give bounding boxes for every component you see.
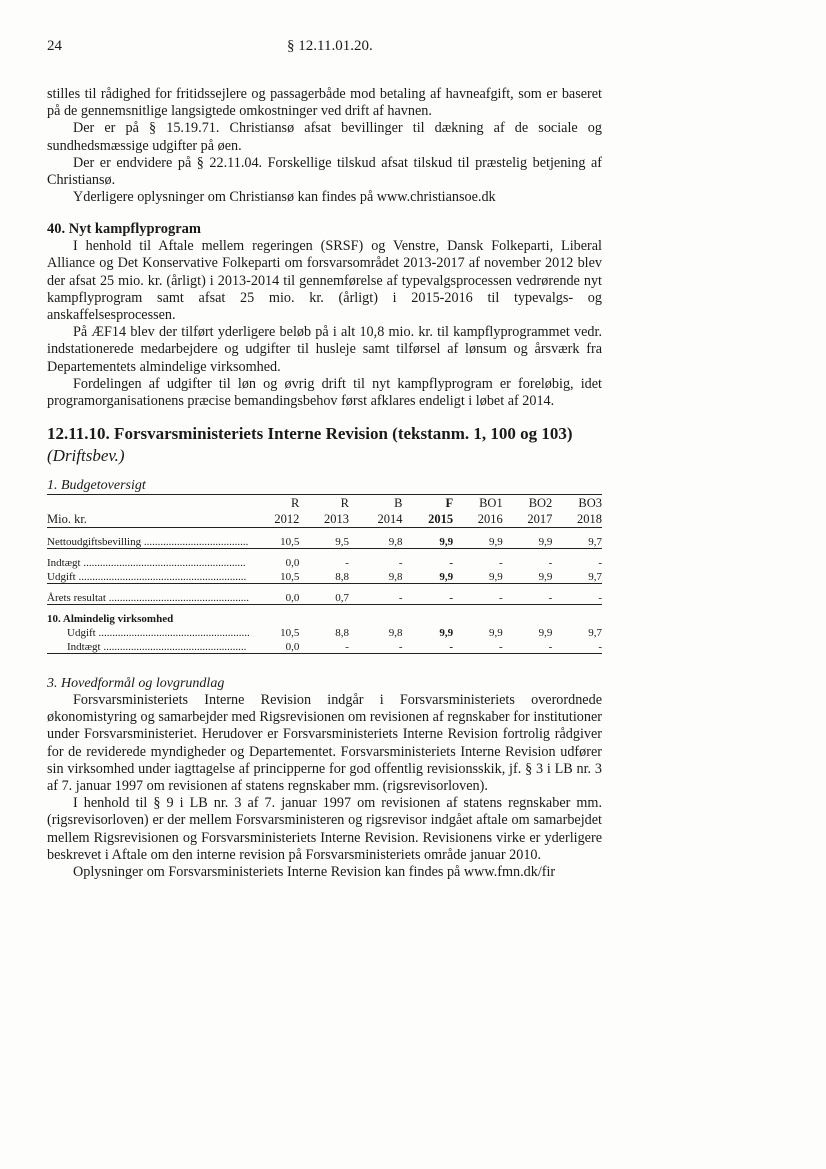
col-type: BO1 (479, 496, 503, 510)
col-type: F (445, 496, 454, 510)
cell: 9,8 (388, 536, 403, 548)
cell: 0,0 (250, 639, 300, 654)
col-type: BO2 (528, 496, 553, 510)
cell: 9,9 (439, 571, 454, 583)
cell: - (398, 557, 403, 569)
col-type: B (394, 496, 403, 510)
main-heading (47, 423, 602, 467)
cell: - (403, 639, 454, 654)
table-row (47, 555, 602, 569)
cell: - (299, 639, 349, 654)
paragraph: I henhold til § 9 i LB nr. 3 af 7. januar 1997 om revisionen af statens regnskaber mm. (rigsrevisorloven) er der mellem Forsvarsministeren og rigsrevisor indgået aftale om samarbejdet mellem Rigsrevisionen og Forsvarsministeriets Interne Revision. Revisionens virke er yderligere beskrevet i Aftale om den interne revision på Forsvarsministeriets område januar 2010. (47, 795, 602, 863)
empty-cell (47, 495, 250, 512)
cell: 9,7 (588, 627, 602, 639)
col-type: R (340, 496, 349, 510)
main-heading-title: 12.11.10. Forsvarsministeriets Interne Revision (tekstanm. 1, 100 og 103) (47, 424, 573, 443)
col-type: BO3 (578, 496, 602, 510)
cell: 8,8 (335, 571, 349, 583)
page-number: 24 (47, 38, 62, 54)
table-row (47, 625, 602, 639)
cell: 9,9 (439, 536, 454, 548)
budget-table (47, 494, 602, 654)
section-3 (47, 692, 602, 881)
cell: 10,5 (280, 627, 300, 639)
paragraph: Yderligere oplysninger om Christiansø kan findes på www.christiansoe.dk (73, 189, 496, 206)
cell: 9,8 (388, 627, 403, 639)
row-label: Årets resultat ................................................... (47, 592, 249, 604)
row-label: 10. Almindelig virksomhed (47, 613, 174, 625)
cell: 9,9 (488, 536, 503, 548)
col-year: 2013 (323, 512, 349, 526)
cell: - (449, 557, 454, 569)
empty-cell (250, 611, 602, 625)
table-header-years (47, 511, 602, 528)
cell: 9,7 (588, 571, 602, 583)
col-year: 2017 (527, 512, 553, 526)
cell: 8,8 (335, 627, 349, 639)
budget-title: 1. Budgetoversigt (47, 478, 146, 493)
paragraph: Der er på § 15.19.71. Christiansø afsat bevillinger til dækning af de sociale og sundhedsmæssige udgifter på øen. (47, 120, 602, 154)
cell: 9,9 (488, 571, 503, 583)
cell: - (552, 639, 602, 654)
cell: - (345, 557, 349, 569)
paragraph: I henhold til Aftale mellem regeringen (SRSF) og Venstre, Dansk Folkeparti, Liberal Alliance og Det Konservative Folkeparti om forsvarsområdet 2013-2017 af november 2012 blev der afsat 25 mio. kr. (årligt) i 2013-2014 til gennemførelse af typevalgsprocessen vedrørende nyt kampflyprogram samt afsat 25 mio. kr. (årligt) i 2015-2016 til typevalgs- og anskaffelsesprocessen. (47, 238, 602, 324)
paragraph: Oplysninger om Forsvarsministeriets Interne Revision kan findes på www.fmn.dk/fir (73, 864, 556, 881)
cell: - (503, 639, 553, 654)
section-3-title: 3. Hovedformål og lovgrundlag (47, 676, 225, 691)
cell: 9,9 (439, 627, 454, 639)
col-type: R (291, 496, 300, 510)
col-year: 2015 (428, 512, 454, 526)
table-header-types (47, 495, 602, 512)
cell: - (499, 592, 503, 604)
cell: - (548, 592, 553, 604)
cell: - (453, 639, 503, 654)
paragraph: stilles til rådighed for fritidssejlere og passagerbåde mod betaling af havneafgift, som er baseret på de gennemsnitlige langsigtede omkostninger ved drift af havnen. (47, 86, 602, 120)
intro-text (47, 86, 602, 206)
cell: - (349, 639, 403, 654)
row-label: Nettoudgiftsbevilling ...................................... (47, 536, 249, 548)
section-40 (47, 221, 602, 410)
paragraph: Fordelingen af udgifter til løn og øvrig drift til nyt kampflyprogram er foreløbig, idet programorganisationens præcise bemandingsbehov først afklares endeligt i løbet af 2014. (47, 375, 602, 410)
cell: - (398, 592, 403, 604)
paragraph: På ÆF14 blev der tilført yderligere beløb på i alt 10,8 mio. kr. til kampflyprogrammet vedr. indstationerede medarbejdere og udgifter til husleje samt tilførsel af lønsum og årsværk fra Departementets almindelige virksomhed. (47, 324, 602, 375)
cell: 9,9 (538, 627, 553, 639)
cell: 10,5 (280, 536, 300, 548)
table-row (47, 639, 602, 654)
paragraph: Der er endvidere på § 22.11.04. Forskellige tilskud afsat tilskud til præstelig betjening af Christiansø. (47, 154, 602, 189)
row-label: Indtægt .................................................... (47, 639, 250, 654)
cell: - (598, 557, 602, 569)
table-row (47, 590, 602, 605)
cell: 9,7 (588, 536, 602, 548)
paragraph: Forsvarsministeriets Interne Revision indgår i Forsvarsministeriets overordnede økonomistyring og samarbejder med Rigsrevisionen om revisionen af regnskaber for institutioner under Forsvarsministeriet. Herudover er Forsvarsministeriets Interne Revision fortrolig rådgiver for de reviderede myndigheder og Departementet. Forsvarsministeriets Interne Revision udfører sin virksomhed under iagttagelse af principperne for god offentlig revisionsskik, jf. § 3 i LB nr. 3 af 7. januar 1997 om revisionen af statens regnskaber mm. (rigsrevisorloven). (47, 692, 602, 795)
cell: - (548, 557, 553, 569)
table-row (47, 569, 602, 584)
cell: 0,0 (285, 592, 300, 604)
cell: 9,9 (538, 571, 553, 583)
main-heading-italic: (Driftsbev.) (47, 446, 125, 465)
cell: - (499, 557, 503, 569)
row-label: Udgift ....................................................... (67, 627, 250, 639)
row-label: Indtægt ........................................................... (47, 557, 246, 569)
col-year: 2018 (577, 512, 602, 526)
col-year: 2012 (274, 512, 300, 526)
table-row (47, 611, 602, 625)
section-heading: 40. Nyt kampflyprogram (47, 221, 201, 237)
cell: - (598, 592, 602, 604)
col-year: 2014 (377, 512, 403, 526)
cell: 9,8 (388, 571, 403, 583)
cell: - (449, 592, 454, 604)
cell: 9,9 (488, 627, 503, 639)
unit-label: Mio. kr. (47, 512, 87, 526)
cell: 0,0 (285, 557, 300, 569)
col-year: 2016 (477, 512, 503, 526)
cell: 9,5 (335, 536, 349, 548)
cell: 10,5 (280, 571, 300, 583)
section-reference: § 12.11.01.20. (287, 38, 373, 54)
row-label: Udgift ............................................................. (47, 571, 247, 583)
cell: 0,7 (335, 592, 349, 604)
cell: 9,9 (538, 536, 553, 548)
table-row (47, 534, 602, 549)
